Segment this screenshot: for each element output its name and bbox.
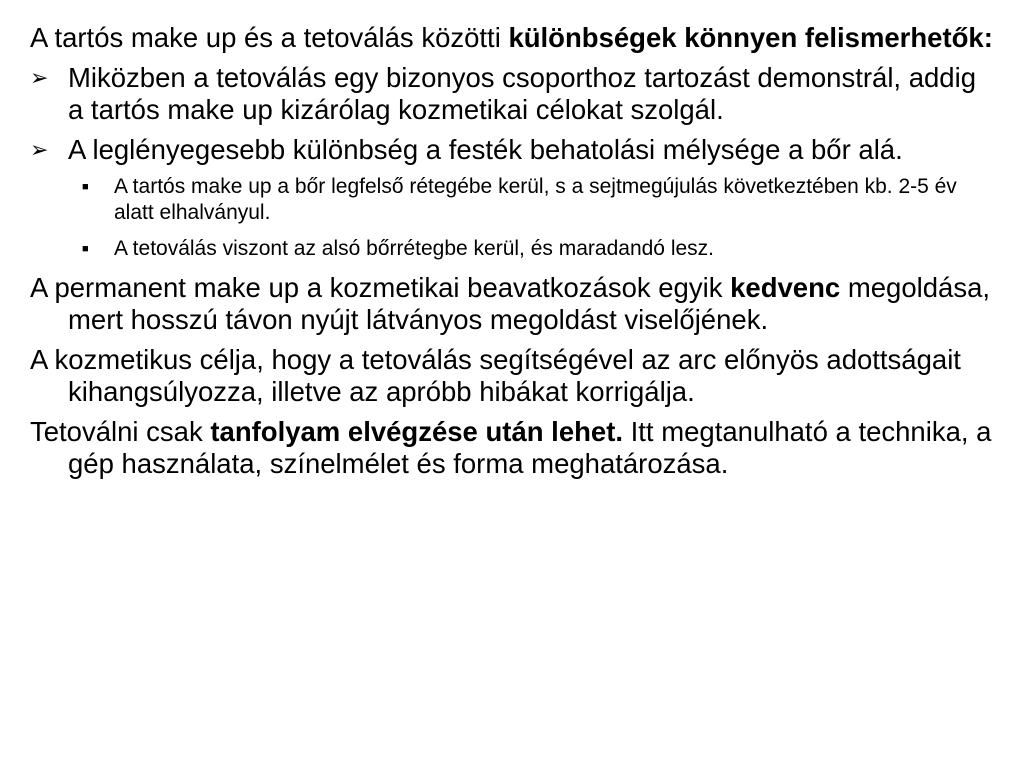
bullet-group-membership: [30, 62, 994, 126]
permanent-make-up-paragraph: [30, 272, 994, 336]
sub-bullet-make-up: [82, 174, 994, 226]
paragraph-text: A permanent make up a kozmetikai beavatkozások egyik: [30, 272, 731, 303]
sub-bullet-text: A tetoválás viszont az alsó bőrrétegbe kerül, és maradandó lesz.: [114, 237, 714, 260]
bullet-text: Miközben a tetoválás egy bizonyos csoporthoz tartozást demonstrál, addig a tartós make up kizárólag kozmetikai célokat szolgál.: [68, 62, 976, 125]
bullet-text: A leglényegesebb különbség a festék behatolási mélysége a bőr alá.: [68, 134, 903, 165]
paragraph-bold-text: kedvenc: [730, 272, 841, 303]
paragraph-text: A kozmetikus célja, hogy a tetoválás segítségével az arc előnyös adottságait kihangsúlyozza, illetve az apróbb hibákat korrigálja.: [30, 344, 961, 407]
paragraph-text: megoldása, mert hosszú távon nyújt látványos megoldást viselőjének.: [68, 272, 991, 335]
intro-bold-text: különbségek könnyen felismerhetők:: [508, 22, 993, 53]
square-bullet-icon: ■: [82, 181, 89, 193]
paragraph-text: Tetoválni csak: [30, 416, 211, 447]
cosmetician-goal-paragraph: [30, 344, 994, 408]
square-bullet-icon: ■: [82, 243, 89, 255]
arrow-bullet-icon: ➢: [30, 137, 49, 162]
training-paragraph: [30, 416, 994, 480]
paragraph-bold-text: tanfolyam elvégzése után lehet.: [210, 416, 624, 447]
intro-text: A tartós make up és a tetoválás közötti: [30, 22, 509, 53]
paragraph-text: Itt megtanulható a technika, a gép használata, színelmélet és forma meghatározása.: [68, 416, 992, 479]
bullet-depth-difference: [30, 134, 994, 166]
sub-bullet-text: A tartós make up a bőr legfelső rétegébe kerül, s a sejtmegújulás következtében kb. 2-5 év alatt elhalványul.: [114, 175, 957, 224]
arrow-bullet-icon: ➢: [30, 65, 49, 90]
sub-bullet-tattoo: [82, 236, 994, 262]
intro-paragraph: [30, 22, 994, 54]
